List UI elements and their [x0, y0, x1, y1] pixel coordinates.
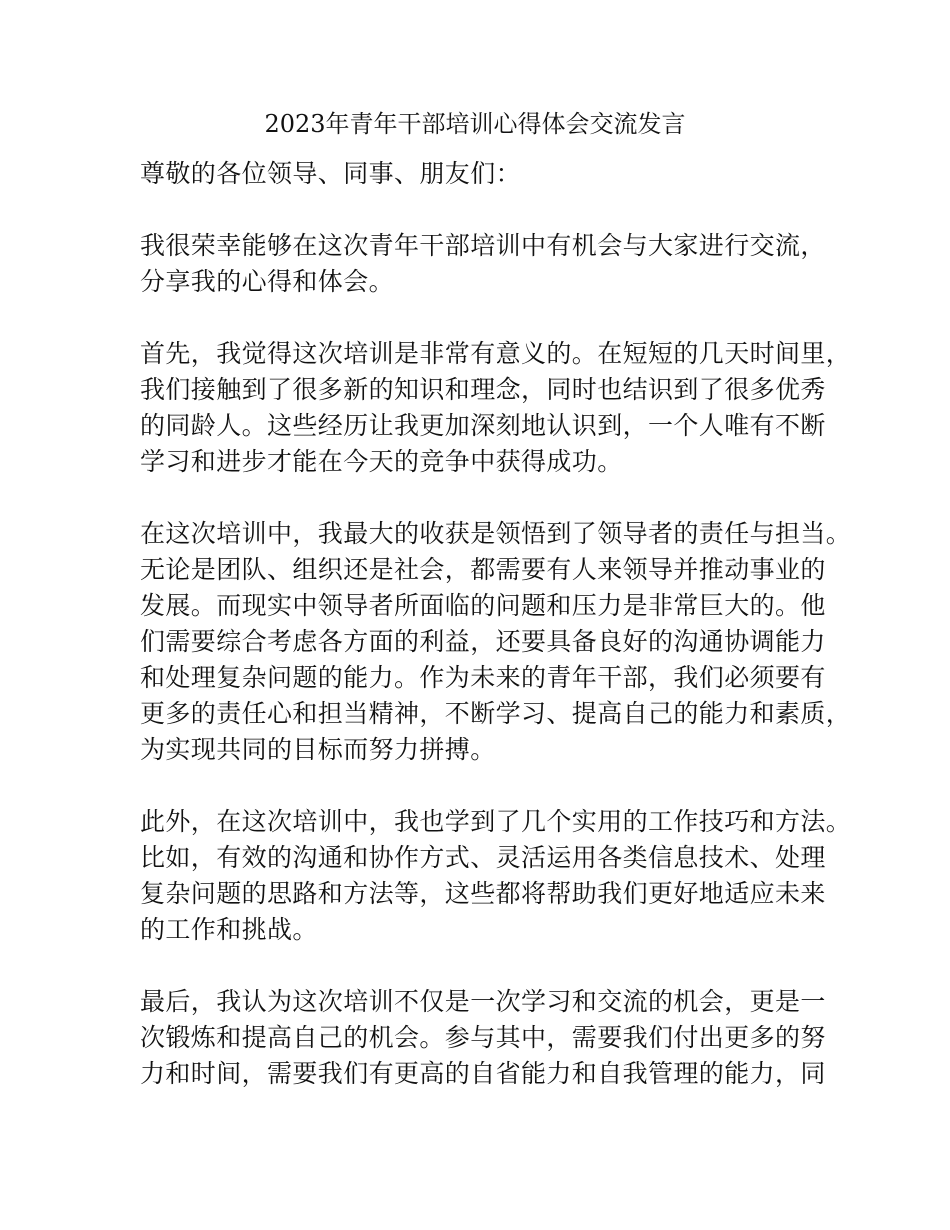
paragraph-line: 力和时间，需要我们有更高的自省能力和自我管理的能力，同: [140, 1059, 826, 1088]
paragraph-line: 次锻炼和提高自己的机会。参与其中，需要我们付出更多的努: [140, 1023, 826, 1052]
paragraph-5: [140, 984, 830, 1092]
paragraph-line: 的工作和挑战。: [140, 915, 318, 944]
paragraph-line: 在这次培训中，我最大的收获是领悟到了领导者的责任与担当。: [140, 519, 852, 548]
paragraph-line: 首先，我觉得这次培训是非常有意义的。在短短的几天时间里，: [140, 339, 852, 368]
paragraph-line: 无论是团队、组织还是社会，都需要有人来领导并推动事业的: [140, 555, 826, 584]
paragraph-line: 分享我的心得和体会。: [140, 267, 395, 296]
paragraph-4: [140, 804, 852, 948]
paragraph-gap: [140, 480, 830, 516]
document-body: [140, 156, 852, 1092]
paragraph-line: 学习和进步才能在今天的竞争中获得成功。: [140, 447, 623, 476]
paragraph-line: 最后，我认为这次培训不仅是一次学习和交流的机会，更是一: [140, 987, 826, 1016]
paragraph-gap: [140, 192, 830, 228]
paragraph-line: 复杂问题的思路和方法等，这些都将帮助我们更好地适应未来: [140, 879, 826, 908]
document-title: 2023年青年干部培训心得体会交流发言: [264, 110, 686, 138]
paragraph-line: 更多的责任心和担当精神，不断学习、提高自己的能力和素质，: [140, 699, 852, 728]
paragraph-gap: [140, 948, 830, 984]
paragraph-line: 和处理复杂问题的能力。作为未来的青年干部，我们必须要有: [140, 663, 826, 692]
paragraph-2: [140, 336, 852, 480]
paragraph-line: 们需要综合考虑各方面的利益，还要具备良好的沟通协调能力: [140, 627, 826, 656]
paragraph-line: 我很荣幸能够在这次青年干部培训中有机会与大家进行交流，: [140, 231, 826, 260]
salutation: 尊敬的各位领导、同事、朋友们：: [140, 159, 522, 188]
paragraph-line: 比如，有效的沟通和协作方式、灵活运用各类信息技术、处理: [140, 843, 826, 872]
paragraph-gap: [140, 768, 830, 804]
paragraph-line: 的同龄人。这些经历让我更加深刻地认识到，一个人唯有不断: [140, 411, 826, 440]
paragraph-1: [140, 228, 830, 300]
paragraph-line: 此外，在这次培训中，我也学到了几个实用的工作技巧和方法。: [140, 807, 852, 836]
paragraph-line: 发展。而现实中领导者所面临的问题和压力是非常巨大的。他: [140, 591, 826, 620]
paragraph-line: 我们接触到了很多新的知识和理念，同时也结识到了很多优秀: [140, 375, 826, 404]
paragraph-3: [140, 516, 852, 768]
paragraph-line: 为实现共同的目标而努力拼搏。: [140, 735, 496, 764]
paragraph-gap: [140, 300, 830, 336]
